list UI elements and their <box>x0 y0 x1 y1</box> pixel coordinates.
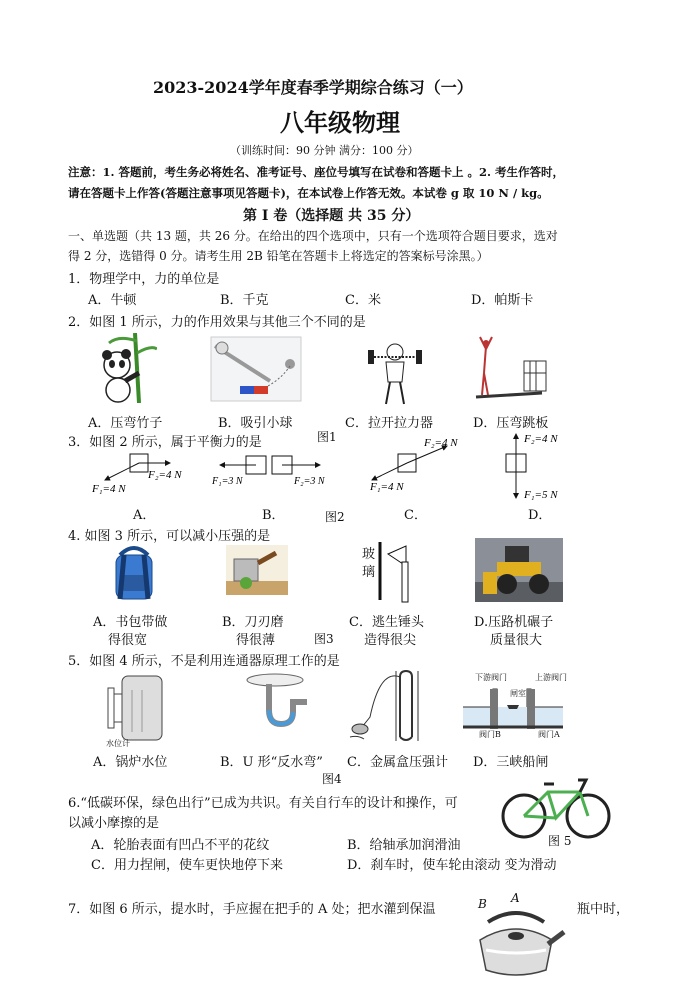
kettle-label-b: B <box>478 897 487 911</box>
q2-figure-label: 图1 <box>317 430 337 444</box>
q5-stem: 5．如图 4 所示，不是利用连通器原理工作的是 <box>68 654 340 669</box>
q4-option-c-line1: C．逃生锤头 <box>349 615 424 630</box>
force-label: F₂=4 N <box>424 437 458 449</box>
q4-option-b-line1: B．刀刃磨 <box>222 615 284 630</box>
lock-upstream-gate-label: 上游阀门 <box>535 673 567 682</box>
bicycle-image <box>500 772 612 840</box>
q1-stem: 1．物理学中，力的单位是 <box>68 272 220 287</box>
panda-bamboo-image <box>95 333 157 403</box>
q5-option-c: C．金属盒压强计 <box>347 755 448 770</box>
glass-label-1: 玻 <box>362 547 376 562</box>
kitchen-knife-image <box>226 545 288 595</box>
q4-option-a-line2: 得很宽 <box>108 633 148 648</box>
q3-option-d: D． <box>528 508 552 523</box>
force-diagram-d <box>498 430 578 502</box>
force-diagram-b <box>210 452 330 488</box>
kettle-label-a: A <box>511 891 520 905</box>
glass-label-2: 璃 <box>362 565 376 580</box>
exam-info: （训练时间：90 分钟 满分：100 分） <box>230 144 419 157</box>
subject-title: 八年级物理 <box>280 109 400 137</box>
q4-option-d-line2: 质量很大 <box>490 633 543 648</box>
pressure-gauge-image <box>348 667 428 747</box>
backpack-image <box>110 545 158 603</box>
valve-a-label: 阀门A <box>538 730 560 739</box>
q1-option-d: D．帕斯卡 <box>471 293 534 308</box>
force-label: F₁=5 N <box>524 489 558 501</box>
section-title: 第 I 卷（选择题 共 35 分） <box>243 208 420 224</box>
force-label: F₂=4 N <box>148 469 182 481</box>
q2-option-b: B．吸引小球 <box>218 416 293 431</box>
q6-stem-line1: 6.“低碳环保，绿色出行”已成为共识。有关自行车的设计和操作，可 <box>68 796 458 811</box>
water-gauge-label: 水位计 <box>106 739 130 748</box>
q3-option-c: C． <box>404 508 427 523</box>
diving-board-image <box>472 333 550 405</box>
q4-option-d-line1: D.压路机碾子 <box>474 615 554 630</box>
part-instruction-1: 一、单选题（共 13 题，共 26 分。在给出的四个选项中，只有一个选项符合题目要求，选对 <box>68 229 558 243</box>
spring-expander-image <box>366 336 424 406</box>
force-label: F₁=4 N <box>370 481 404 492</box>
q3-option-b: B． <box>262 508 285 523</box>
q2-option-d: D．压弯跳板 <box>473 416 549 431</box>
q5-option-d: D．三峡船闸 <box>473 755 549 770</box>
q2-stem: 2．如图 1 所示，力的作用效果与其他三个不同的是 <box>68 315 366 330</box>
q6-option-b: B．给轴承加润滑油 <box>347 838 461 853</box>
q3-figure-label: 图2 <box>325 510 345 524</box>
valve-b-label: 阀门B <box>479 730 501 739</box>
force-label: F₂=4 N <box>524 433 558 445</box>
force-diagram-c <box>362 436 472 492</box>
q3-option-a: A． <box>133 508 156 523</box>
q4-option-b-line2: 得很薄 <box>236 633 276 648</box>
q4-figure-label: 图3 <box>314 632 334 646</box>
exam-title: 2023-2024学年度春季学期综合练习（一） <box>153 78 473 97</box>
q1-option-b: B．千克 <box>220 293 269 308</box>
q5-figure-label: 图4 <box>322 772 342 786</box>
q3-stem: 3．如图 2 所示，属于平衡力的是 <box>68 435 262 450</box>
q4-stem: 4. 如图 3 所示，可以减小压强的是 <box>68 529 271 544</box>
part-instruction-2: 得 2 分，选错得 0 分。请考生用 2B 铅笔在答题卡上将选定的答案标号涂黑。） <box>68 249 489 263</box>
road-roller-image <box>475 538 563 602</box>
notice-line-1: 注意：1. 答题前，考生务必将姓名、准考证号、座位号填写在试卷和答题卡上 。2. 考生作答时， <box>68 165 565 179</box>
q2-option-a: A．压弯竹子 <box>88 416 163 431</box>
q1-option-c: C．米 <box>345 293 381 308</box>
q6-option-d: D．刹车时，使车轮由滚动 变为滑动 <box>347 858 557 873</box>
q6-option-c: C．用力捏闸，使车更快地停下来 <box>91 858 283 873</box>
q2-option-c: C．拉开拉力器 <box>345 416 433 431</box>
force-label: F₁=3 N <box>212 476 243 487</box>
q1-option-a: A．牛顿 <box>88 293 137 308</box>
q5-option-a: A．锅炉水位 <box>93 755 168 770</box>
q7-stem-right: 瓶中时， <box>577 902 630 917</box>
q4-option-a-line1: A．书包带做 <box>93 615 168 630</box>
q6-option-a: A．轮胎表面有凹凸不平的花纹 <box>91 838 270 853</box>
q6-figure-label: 图 5 <box>548 834 572 848</box>
boiler-image <box>102 672 168 744</box>
u-trap-image <box>245 670 311 744</box>
escape-hammer-image <box>376 540 426 604</box>
magnet-ball-image <box>210 336 302 402</box>
force-diagram-a <box>90 448 200 498</box>
force-label: F₁=4 N <box>92 483 126 495</box>
lock-chamber-label: 闸室 <box>510 689 526 698</box>
force-label: F₂=3 N <box>294 476 325 487</box>
q6-stem-line2: 以减小摩擦的是 <box>68 816 160 831</box>
kettle-image <box>466 900 566 980</box>
q4-option-c-line2: 造得很尖 <box>364 633 417 648</box>
lock-downstream-gate-label: 下游阀门 <box>475 673 507 682</box>
q7-stem-left: 7．如图 6 所示，提水时，手应握在把手的 A 处；把水灌到保温 <box>68 902 436 917</box>
q5-option-b: B．U 形“反水弯” <box>220 755 323 770</box>
notice-line-2: 请在答题卡上作答(答题注意事项见答题卡)，在本试卷上作答无效。本试卷 g 取 10 N / kg。 <box>68 186 549 200</box>
